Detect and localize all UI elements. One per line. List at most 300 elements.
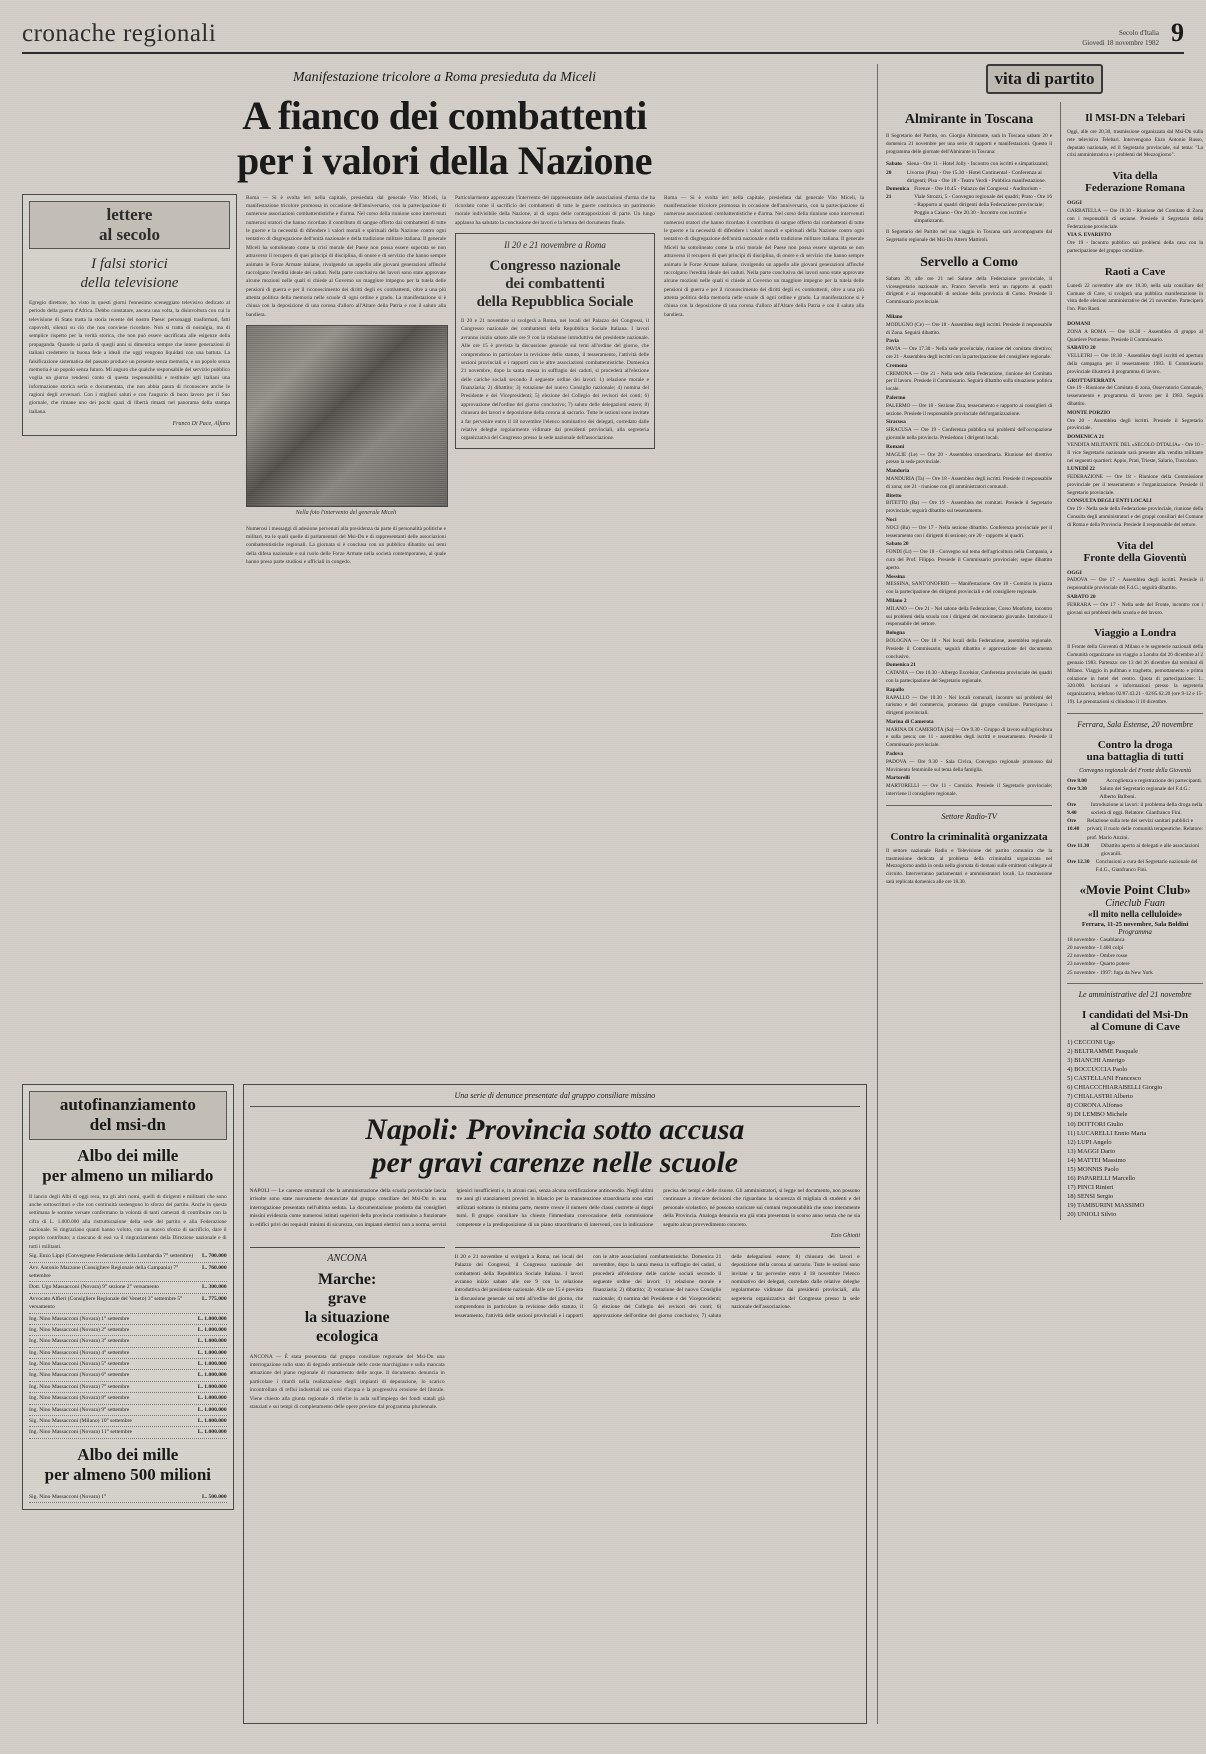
region-name: Domenica 21 [886, 662, 916, 669]
candidati-kicker: Le amministrative del 21 novembre [1078, 989, 1192, 999]
autofin-title-line-2: del msi-dn [89, 1115, 166, 1135]
cineclub-programma-label: Programma [1118, 928, 1152, 937]
masthead-meta [1082, 29, 1159, 48]
headline-line-1: A fianco dei combattenti [242, 93, 647, 138]
lettere-body: Egregio direttore, ho visto in questi giorni l'ennesimo sceneggiato televisivo dedicato al periodo della guerra d'Africa. Debbo constatare, ancora una volta, la disinvoltura con cui la televisione di Stato tratta la storia recente del nostro Paese: personaggi trasformati, fatti capovolti, silenzi su ciò che non conviene ricordare. Non si tratta di nostalgia, ma di semplice rispetto per la verità storica, che non può essere sacrificata alle esigenze della propaganda. Quando si parla di quegli anni si dimentica sempre che intere generazioni di italiani credettero in buona fede a ideali che oggi vengono liquidati con una battuta. La falsificazione sistematica del passato produce un presente senza memoria, e un popolo senza memoria è un popolo senza futuro. Mi auguro che qualche responsabile del servizio pubblico voglia un giorno rendersi conto di questa responsabilità e restituire agli italiani una informazione storica seria e documentata, che non abbia paura di riconoscere anche le ragioni degli avversari. Con i migliori saluti e con l'augurio di buon lavoro per il Suo giornale, che rimane uno dei pochi spazi di libertà rimasti nel panorama della stampa italiana. [29, 299, 230, 415]
donor-name: Ing. Nino Massacconi (Novara) 3° settembre [29, 1338, 130, 1345]
region-text: RAPALLO — Ore 10.30 - Nei locali comunali, incontro sui problemi del turismo e del commercio, promosso dal gruppo consiliare. Partecipano i dirigenti provinciali. [886, 694, 1053, 717]
congresso-box [455, 233, 655, 449]
ancona-article [250, 1247, 445, 1411]
telebari-body: Oggi, alle ore 20,30, trasmissione organizzata dal Msi-Dn sulla rete televisiva Telebari. Intervengono Enzo Antonio Russo, deputato nazionale, ed il Segretario provinciale, sul tema: "La crisi amministrativa e i problemi del Mezzogiorno". [1067, 129, 1203, 159]
list-item [29, 1492, 227, 1503]
ancona-title-line-2: grave [328, 1290, 367, 1308]
region-text: MODUGNO (Ce) — Ore 18 - Assemblea degli iscritti. Presiede il responsabile di Zona. Seguirà dibattito. [886, 321, 1053, 336]
donor-amount: L. 1.000.000 [197, 1429, 227, 1436]
donation-list [29, 1251, 227, 1439]
schedule-time: Ore 11.30 [1067, 842, 1090, 849]
list-item: 18) SENSI Sergio [1067, 1193, 1114, 1201]
fed-romana-line-2: Federazione Romana [1085, 182, 1186, 195]
fronte-list [1067, 569, 1203, 618]
donor-amount: L. 1.000.000 [197, 1338, 227, 1345]
list-item [1067, 377, 1203, 409]
masthead-right [1082, 18, 1184, 48]
list-item: 19) TAMBURINI MASSIMO [1067, 1202, 1145, 1210]
masthead [22, 18, 1184, 54]
list-item: 12) LUPI Angelo [1067, 1138, 1112, 1146]
list-item [886, 661, 1052, 685]
entry-label: DOMENICA 21 [1067, 434, 1105, 441]
list-item [886, 418, 1052, 442]
autofin-head-2-line-2: per almeno 500 milioni [44, 1465, 212, 1485]
donor-name: Ing. Nino Massacconi (Novara) 11° settembre [29, 1429, 132, 1436]
list-item: 7) CHIALASTRI Alberto [1067, 1093, 1133, 1101]
region-name: Messina [886, 573, 905, 580]
list-item: 16) PAPARELLI Marcello [1067, 1175, 1136, 1183]
autofin-box [22, 1084, 234, 1510]
list-item [29, 1314, 227, 1325]
schedule-detail: Saluto del Segretario regionale del F.d.G.: Alberto Balboni. [1099, 785, 1191, 801]
top-columns [22, 194, 867, 1076]
region-text: PALERMO — Ore 18 - Sezione Zisa, tesseramento e rapporto ai consiglieri di sezione. Presiede il responsabile provinciale dell'organizzazione. [886, 402, 1053, 417]
entry-label: MONTE PORZIO [1067, 409, 1111, 416]
region-name: Palermo [886, 395, 906, 402]
list-item [886, 394, 1052, 418]
entry-label: LUNEDÌ 22 [1067, 466, 1095, 473]
list-item: 22 novembre - Ombre rosse [1067, 953, 1128, 960]
region-text: MARTORELLI — Ore 11 - Comizio. Presiede il Segretario provinciale; interviene il consigliere regionale. [886, 783, 1053, 798]
list-item: 10) DOTTORI Giulio [1067, 1120, 1124, 1128]
lettere-subhead-line-1: I falsi storici [91, 256, 168, 273]
region-text: NOCI (Ba) — Ore 17 - Nella sezione dibattito. Conferenza provinciale per il tesseramento con i dirigenti di sezione; ore 20 - rapporto ai quadri. [886, 524, 1053, 539]
cave-body: Lunedì 22 novembre alle ore 18.30, nella sala consiliare del Comune di Cave, si svolgerà una pubblica manifestazione in vista delle elezioni amministrative del 21 novembre. Parteciperà l'on. Pino Raoti. [1067, 282, 1203, 313]
region-text: FONDI (Lt) — Ore 18 - Convegno sul tema dell'agricoltura nella Campania, a cura del Prof. Filippo. Presiede il Commissario provinciale; segue dibattito aperto. [886, 549, 1053, 571]
congresso-body: Il 20 e 21 novembre si svolgerà a Roma, nei locali del Palazzo dei Congressi, il Congresso nazionale dei combattenti della Repubblica Sociale Italiana. I lavori avranno inizio sabato alle ore 9 con la relazione introduttiva del presidente nazionale. Alle ore 15 è prevista la discussione generale sui temi all'ordine del giorno, che comprendono in particolare la revisione dello statuto, il tesseramento, l'attività delle sezioni provinciali e i rapporti con le altre associazioni combattentistiche. Domenica 21 novembre, dopo la santa messa in suffragio dei caduti, si procederà all'elezione delle cariche sociali secondo il seguente ordine dei lavori: 1) relazione morale e finanziaria; 2) dibattito; 3) votazione del nuovo Consiglio nazionale; 4) nomina del Presidente e dei Vicepresidenti; 5) elezione del Collegio dei revisori dei conti; 6) approvazione dell'ordine del giorno conclusivo; 7) saluto delle delegazioni estere; 8) chiusura dei lavori e deposizione della corona al sacrario. Tutte le sezioni sono invitate a far pervenire entro il 18 novembre l'elenco nominativo dei delegati, corredato dalle relative deleghe regolarmente vidimate dai presidenti provinciali, alla segreteria organizzativa del Congresso presso la sede nazionale dell'associazione. [461, 318, 649, 442]
entry-label: DOMANI [1067, 320, 1091, 327]
list-item: 13) MAGGI Dario [1067, 1147, 1116, 1155]
entry-text: FEDERAZIONE — Ore 18 - Riunione della Commissione provinciale per il tesseramento e l'organizzazione. Presiede il Segretario provinciale. [1067, 474, 1203, 496]
ferrara-kicker: Ferrara, Sala Estense, 20 novembre [1077, 719, 1193, 729]
region-name: Martorelli [886, 775, 910, 782]
ancona-kicker: ANCONA [327, 1252, 367, 1264]
region-text: MAGLIE (Le) — Ore 20 - Assemblea straordinaria. Riunione del direttivo presso la sede provinciale. [886, 451, 1053, 466]
table-row [1067, 858, 1203, 874]
donor-amount: L. 1.000.000 [197, 1418, 227, 1425]
fed-romana-line-1: Vita della [1112, 170, 1158, 183]
page-number: 9 [1171, 18, 1184, 47]
ancona-title [250, 1270, 445, 1347]
cave-title: Raoti a Cave [1104, 265, 1166, 278]
list-item [1067, 569, 1203, 593]
list-item [886, 467, 1052, 491]
list-item [886, 597, 1052, 629]
entry-label: CONSULTA DEGLI ENTI LOCALI [1067, 498, 1152, 505]
list-item: 8) CORONA Alfonso [1067, 1102, 1123, 1110]
region-name: Milano [886, 314, 903, 321]
region-text: PAVIA — Ore 17.30 - Nella sede provinciale, riunione del comitato direttivo; ore 21 - Assemblea degli iscritti con la partecipazione del consigliere regionale. [886, 346, 1053, 361]
region-text: MARINA DI CAMEROTA (Sa) — Ore 9.30 - Gruppo di lavoro sull'agricoltura e sulla pesca; ore 11 - assemblea degli iscritti e tesseramento. Presiede il Commissario provinciale. [886, 726, 1053, 749]
issue-date: Giovedì 18 novembre 1982 [1082, 38, 1159, 47]
candidati-title-line-2: al Comune di Cave [1090, 1020, 1180, 1033]
napoli-body: NAPOLI — Le carenze strutturali che la amministrazione della scuola provinciale lascia irrisolte sono state nuovamente denunciate dal gruppo consiliare del Msi-Dn in una interrogazione presentata nell'ultima seduta. La documentazione prodotta dai consiglieri missini evidenzia come numerosi istituti superiori della provincia continuino a funzionare in edifici privi dei requisiti minimi di sicurezza, con impianti elettrici non a norma, servizi igienici insufficienti e, in alcuni casi, senza alcuna certificazione antincendio. Negli ultimi tre anni gli stanziamenti previsti in bilancio per la manutenzione straordinaria sono stati utilizzati soltanto in minima parte, mentre cresce il numero delle classi costrette ai doppi turni. Il gruppo consiliare ha chiesto l'immediata convocazione della commissione competente e la predisposizione di un piano straordinario di interventi, con la indicazione precisa dei tempi e delle risorse. Gli amministratori, si legge nel documento, non possono continuare a rinviare decisioni che riguardano la sicurezza di migliaia di studenti e del personale scolastico, né possono scaricare sui comuni responsabilità che sono interamente della Provincia. Analoga denuncia era già stata presentata lo scorso anno senza che ne sia seguito alcun provvedimento concreto. [249, 1188, 860, 1228]
list-item [1067, 465, 1203, 497]
list-item [29, 1370, 227, 1381]
donor-name: Ing. Nino Massacconi (Novara) 5° settembre [29, 1361, 130, 1368]
servello-intro: Sabato 20, alle ore 21 nel Salone della Federazione provinciale, il vicesegretario nazionale on. Franco Servello terrà un rapporto ai quadri dirigenti e ai responsabili di sezione della provincia di Como. Presiede il Commissario provinciale. [886, 275, 1053, 306]
congresso-title-line-3: della Repubblica Sociale [476, 294, 634, 311]
radiotv-body: Il settore nazionale Radio e Televisione del partito comunica che la trasmissione dedicata al problema della criminalità organizzata nel Mezzogiorno andrà in onda nella giornata di domani sulle emittenti collegate al circuito. Interverranno parlamentari e amministratori locali. La trasmissione sarà replicata domenica alle ore 18.30. [886, 847, 1053, 886]
schedule-detail: Introduzione ai lavori: il problema della droga nella società di oggi. Relatore: Gianfranco Fini. [1090, 802, 1203, 817]
lettere-title [29, 201, 230, 250]
lettere-title-line-1: lettere [106, 204, 153, 224]
list-item: 20 novembre - I 400 colpi [1067, 945, 1124, 952]
autofin-title-line-1: autofinanziamento [59, 1095, 196, 1114]
donor-amount: L. 700.000 [201, 1253, 227, 1260]
lettere-subhead-line-2: della televisione [80, 275, 179, 292]
donor-name: Dott. Ugo Massacconi (Novara) 9° sezione 2° versamento [29, 1284, 159, 1291]
cineclub-venue: Ferrara, 11-25 novembre, Sala Boldini [1081, 921, 1189, 929]
donor-name: Sig. Enzo Lippi (Convegnese Federazione della Lombardia 7° settembre) [29, 1253, 194, 1260]
almirante-note: Il Segretario del Partito nel suo viaggio in Toscana sarà accompagnato dal Segretario regionale del Msi-Dn Attero Mattiroli. [886, 229, 1053, 244]
table-row [1067, 777, 1203, 785]
list-item [886, 443, 1052, 467]
schedule-time: Ore 9.30 [1067, 785, 1087, 792]
donation-list-2 [29, 1492, 227, 1503]
region-text: MANDURIA (Ta) — Ore 18 - Assemblea degli iscritti. Presiede il responsabile di zona; ore 21 - riunione con gli amministratori comunali. [886, 475, 1053, 490]
list-item: 17) PINCI Rinieri [1067, 1184, 1114, 1192]
list-item: 14) MATTEI Massimo [1067, 1156, 1126, 1164]
table-row [886, 185, 1052, 226]
napoli-body-continued: Il 20 e 21 novembre si svolgerà a Roma, nei locali del Palazzo dei Congressi, il Congresso nazionale dei combattenti della Repubblica Sociale Italiana. I lavori avranno inizio sabato alle ore 9 con la relazione introduttiva del presidente nazionale. Alle ore 15 è prevista la discussione generale sui temi all'ordine del giorno, che comprendono in particolare la revisione dello statuto, il tesseramento, l'attività delle sezioni provinciali e i rapporti con le altre associazioni combattentistiche. Domenica 21 novembre, dopo la santa messa in suffragio dei caduti, si procederà all'elezione delle cariche sociali secondo il seguente ordine dei lavori: 1) relazione morale e finanziaria; 2) dibattito; 3) votazione del nuovo Consiglio nazionale; 4) nomina del Presidente e dei Vicepresidenti; 5) elezione del Collegio dei revisori dei conti; 6) approvazione dell'ordine del giorno conclusivo; 7) saluto delle delegazioni estere; 8) chiusura dei lavori e deposizione della corona al sacrario. Tutte le sezioni sono invitate a far pervenire entro il 18 novembre l'elenco nominativo dei delegati, corredato dalle relative deleghe regolarmente vidimate dai presidenti provinciali, alla segreteria organizzativa del Congresso presso la sede nazionale dell'associazione. [455, 1247, 860, 1411]
donor-name: Ing. Nino Massacconi (Novara) 6° settembre [29, 1372, 130, 1379]
donor-amount: L. 775.000 [201, 1295, 227, 1302]
donor-amount: L. 1.000.000 [197, 1315, 227, 1322]
londra-body: Il Fronte della Gioventù di Milano e le segreterie nazionali della Comunità organizzano un viaggio a Londra dal 26 dicembre al 2 gennaio 1983. Partenza: ore 13 del 26 dicembre dal terminal di Milano. Viaggio in pullman e traghetto, pernottamento e prima colazione in hotel del centro. Quota di partecipazione: L. 320.000. Iscrizioni e informazioni presso la segreteria organizzativa, telefono 02/87.43.21 - 02/85.62.20 (ore 9-12 e 15-19). Le prenotazioni si chiudono il 10 dicembre. [1067, 644, 1203, 706]
almirante-intro: Il Segretario del Partito, on. Giorgio Almirante, sarà in Toscana sabato 20 e domenica 21 novembre per una serie di rapporti e manifestazioni. Questo il programma delle giornate dell'Almirante in Toscana: [886, 133, 1053, 155]
column-lead-1 [246, 194, 446, 1076]
ferrara-schedule [1067, 777, 1203, 874]
region-name: Manduria [886, 468, 910, 475]
lettere-title-line-2: al secolo [99, 224, 160, 244]
region-name: Siracusa [886, 419, 906, 426]
donor-amount: L. 1.000.000 [197, 1349, 227, 1356]
lead-body-4: Roma — Si è svolta ieri nella capitale, presieduta dal generale Vito Miceli, la manifestazione tricolore promossa in occasione dell'anniversario, con la partecipazione di numerose associazioni combattentistiche e d'arma. Nel corso della riunione sono intervenuti numerosi oratori che hanno ricordato il contributo di sangue offerto dai combattenti di tutte le guerre e la necessità di difendere i valori morali e spirituali della Nazione contro ogni tentativo di disgregazione dell'unità nazionale e della tradizione militare italiana. Il generale Miceli ha sottolineato come la crisi morale del Paese non possa essere superata se non attraverso il recupero di quei principi di disciplina, di onore e di servizio che hanno sempre animato le Forze Armate italiane, rivolgendo un appello alle giovani generazioni affinché raccolgano l'eredità ideale dei caduti. Nella parte conclusiva dei lavori sono state approvate alcune mozioni nelle quali si chiede al Governo un maggiore impegno per la tutela delle pensioni di guerra e per il riconoscimento dei diritti degli ex combattenti, oltre a una più attenta politica della memoria nelle scuole di ogni ordine e grado. La manifestazione si è chiusa con la deposizione di una corona d'alloro all'Altare della Patria e con il saluto alla bandiera. [664, 194, 864, 318]
list-item: 6) CHIACCCHIARABELLI Giorgio [1067, 1084, 1163, 1092]
schedule-detail: Firenze - Ore 10.45 - Palazzo dei Congressi - Auditorium - Viale Strozzi, 5 - Convegno regionale dei quadri; Prato - Ore 16 - Rapporto ai quadri dirigenti della Federazione provinciale; Poggio a Caiano - Ore 20.30 - Incontro con iscritti e simpatizzanti. [914, 185, 1053, 225]
list-item [1067, 497, 1203, 529]
region-name: Bitetto [886, 492, 902, 499]
entry-text: Ore 19 - Riunione del Comitato di zona, Osservatorio Comunale, tesseramento e programma di lavoro per il 1983. Seguirà dibattito. [1067, 385, 1203, 407]
left-zone [22, 64, 867, 1724]
servello-title: Servello a Como [920, 254, 1019, 270]
schedule-detail: Conclusioni a cura del Segretario nazionale del F.d.G., Gianfranco Fini. [1095, 858, 1198, 874]
list-item: 18 novembre - Casablanca [1067, 937, 1125, 944]
list-item [1067, 409, 1203, 433]
list-item [29, 1263, 227, 1283]
donor-name: Ing. Nino Massacconi (Novara) 8° settembre [29, 1395, 130, 1402]
napoli-kicker: Una serie di denunce presentate dal gruppo consiliare missino [454, 1091, 656, 1100]
list-item [886, 774, 1052, 798]
schedule-detail: Relazione sulla rete dei servizi sanitari pubblici e privati; il ruolo delle comunità terapeutiche. Relatore: prof. Mario Anzini. [1086, 818, 1203, 841]
list-item [29, 1336, 227, 1347]
cineclub-program-list [1067, 936, 1203, 977]
table-row [886, 160, 1052, 184]
cineclub-subtitle-2: «Il mito nella celluloide» [1087, 909, 1183, 920]
schedule-time: Ore 8.00 [1067, 777, 1087, 784]
list-item: 25 novembre - 1997: fuga da New York [1067, 969, 1153, 976]
paper-name: Secolo d'Italia [1119, 29, 1159, 38]
donor-name: Ing. Nino Massacconi (Novara) 2° settembre [29, 1326, 130, 1333]
entry-label: OGGI [1067, 569, 1082, 576]
fed-romana-list [1067, 199, 1203, 256]
autofin-head-1 [29, 1146, 227, 1187]
entry-text: VENDITA MILITANTE DEL «SECOLO D'ITALIA» - Ore 10 - Il vice Segretario nazionale sarà presente alla vendita militante nei seguenti quartieri: Appio, Prati, Trieste, Salario, Tuscolano. [1067, 441, 1203, 464]
donor-name: Avv. Antonio Mazzone (Consigliere Regionale della Campania) 7° settembre [29, 1264, 179, 1279]
entry-label: SABATO 20 [1067, 594, 1096, 601]
region-text: MILANO — Ore 21 - Nel salone della Federazione, Corso Monforte, incontro sui problemi della scuola con i dirigenti del movimento giovanile. Introduce il responsabile del settore. [886, 605, 1053, 628]
region-text: BOLOGNA — Ore 18 - Nei locali della Federazione, assemblea regionale. Presiede il Commissario; seguirà dibattito e approvazione del documento conclusivo. [886, 637, 1053, 660]
list-item [886, 629, 1052, 661]
list-item [29, 1382, 227, 1393]
region-name: Padova [886, 751, 904, 758]
ancona-body: ANCONA — È stata presentata dal gruppo consiliare regionale del Msi-Dn una interrogazione sullo stato di degrado ambientale delle coste marchigiane e sulla mancata attuazione del piano regionale di risanamento delle acque. Il documento denuncia in particolare i ritardi nella realizzazione degli impianti di depurazione, lo scarico incontrollato di reflui industriali nei corsi d'acqua e la progressiva erosione del litorale. Viene chiesto alla giunta regionale di riferire in aula sull'impiego dei fondi statali già stanziati e sui tempi di completamento delle opere previste dal programma pluriennale. [249, 1353, 445, 1410]
donor-amount: L. 500.000 [201, 1493, 227, 1500]
entry-label: GROTTAFERRATA [1067, 377, 1116, 384]
region-text: CATANIA — Ore 10.30 - Albergo Excelsior, Conferenza provinciale dei quadri con la partecipazione del Segretario regionale. [886, 670, 1053, 684]
ferrara-title [1067, 739, 1203, 763]
list-item [29, 1393, 227, 1404]
autofinanziamento-panel [22, 1084, 234, 1724]
photo-caption: Nella foto l'intervento del generale Miceli [295, 510, 397, 517]
autofin-head-1-line-1: Albo dei mille [77, 1145, 179, 1165]
region-text: SIRACUSA — Ore 19 - Conferenza pubblica sui problemi dell'occupazione giovanile nella provincia. Presiedono i dirigenti locali. [886, 427, 1053, 441]
list-item: 15) MONNIS Paolo [1067, 1166, 1119, 1173]
entry-text: VELLETRI — Ore 18.30 - Assemblea degli iscritti ed apertura della campagna per il tesseramento 1983. Il Commissario provinciale illustrerà il programma di lavoro. [1067, 353, 1203, 375]
lead-body-3: Particolarmente apprezzato l'intervento del rappresentante delle associazioni d'arma che ha ricordato come il sacrificio dei combattenti di tutte le guerre costituisca un patrimonio morale indivisibile della Nazione, al di sopra delle contrapposizioni di parte. Un lungo applauso ha salutato la conclusione dei lavori e la lettura del documento finale. [455, 194, 655, 226]
list-item: 2) BELTRAMME Pasquale [1067, 1047, 1138, 1055]
list-item [29, 1359, 227, 1370]
napoli-article [243, 1084, 867, 1724]
list-item [886, 686, 1052, 718]
column-lead-2 [455, 194, 655, 1076]
donor-name: Ing. Nino Massacconi (Novara) 7° settembre [29, 1383, 130, 1390]
page-title [22, 94, 867, 184]
list-item [29, 1405, 227, 1416]
list-item [1067, 344, 1203, 376]
table-row [1067, 785, 1203, 801]
region-text: MESSINA, SANT'ONOFRIO — Manifestazione. Ore 18 - Comizio in piazza con la partecipazione dei dirigenti provinciali e del consigliere regionale. [886, 581, 1053, 596]
table-row [1067, 817, 1203, 841]
candidate-list [1067, 1038, 1203, 1220]
list-item [886, 516, 1052, 540]
almirante-schedule [886, 160, 1052, 225]
list-item [29, 1282, 227, 1293]
section-title: cronache regionali [22, 20, 217, 47]
autofin-title [29, 1091, 227, 1140]
autofin-intro: Il lancio degli Albi di oggi reca, tra gli altri nomi, quelli di dirigenti e militanti che sono anche sottoscrittori e che con continuità sostengono lo sforzo del partito. Anche in questa settimana le somme versate confermano la volontà di tanti camerati di contribuire con la cifra di L. 1.000.000 alla ristrutturazione della sede del partito e alla Federazione nazionale. Si ringraziano quanti hanno voluto, con un nuovo sforzo di sacrificio, dare il proprio contributo; a ciascuno di essi va il ringraziamento della Direzione nazionale e di tutti i militanti. [29, 1193, 227, 1250]
table-row [1067, 842, 1203, 858]
federazione-romana-title [1067, 170, 1203, 194]
schedule-time: Ore 9.40 [1067, 802, 1077, 817]
schedule-detail: Dibattito aperto ai delegati e alle associazioni giovanili. [1101, 842, 1200, 857]
vdp-badge-wrap [886, 64, 1203, 102]
lower-block [22, 1084, 867, 1724]
column-lead-3 [664, 194, 864, 1076]
candidati-title [1067, 1009, 1203, 1033]
napoli-title-line-1: Napoli: Provincia sotto accusa [365, 1113, 745, 1146]
schedule-day: Sabato 20 [886, 161, 902, 176]
schedule-time: Ore 10.40 [1067, 818, 1080, 833]
donor-amount: L. 300.000 [201, 1284, 227, 1291]
region-name: Pavia [886, 338, 899, 345]
napoli-title [250, 1113, 860, 1179]
entry-text: FERRARA — Ore 17 - Nella sede del Fronte, incontro con i giovani sui problemi della scuola e del lavoro. [1067, 601, 1203, 616]
list-item: 3) BIANCHI Amerigo [1067, 1056, 1125, 1064]
regioni-list [886, 313, 1052, 799]
region-name: Cremona [886, 362, 908, 369]
list-item [886, 750, 1052, 774]
congresso-title [461, 257, 649, 311]
donor-amount: L. 1.000.000 [197, 1372, 227, 1379]
ancona-title-line-1: Marche: [317, 1270, 377, 1288]
list-item [886, 718, 1052, 750]
list-item [29, 1294, 227, 1314]
donor-name: Sig. Nino Massacconi (Milano) 10° settembre [29, 1418, 132, 1425]
list-item [886, 337, 1052, 361]
donor-amount: L. 1.000.000 [197, 1383, 227, 1390]
lead-body-2: Numerosi i messaggi di adesione pervenuti alla presidenza da parte di personalità politiche e militari, tra le quali quelle di parlamentari del Msi-Dn e di rappresentanti delle associazioni combattentistiche regionali. La giornata si è conclusa con un pubblico dibattito sui temi della difesa nazionale e sul ruolo delle Forze Armate nella società contemporanea, al quale hanno preso parte studiosi e ufficiali in congedo. [246, 525, 446, 566]
autofin-head-1-line-2: per almeno un miliardo [42, 1166, 214, 1186]
list-item: 4) BOCCUCCIA Paolo [1067, 1065, 1128, 1073]
schedule-time: Ore 12.30 [1067, 858, 1090, 865]
list-item [886, 313, 1052, 337]
list-item [1067, 593, 1203, 617]
candidati-title-line-1: I candidati del Msi-Dn [1082, 1008, 1189, 1021]
ancona-title-line-3: la situazione [304, 1309, 390, 1327]
ferrara-title-line-2: una battaglia di tutti [1086, 750, 1184, 763]
ferrara-title-line-1: Contro la droga [1097, 738, 1173, 751]
entry-text: ZONA A ROMA — Ore 18.30 - Assemblea di gruppo al Quartiere Portuense. Presiede il Commissario. [1067, 328, 1203, 343]
table-row [1067, 801, 1203, 817]
donor-amount: L. 1.000.000 [197, 1361, 227, 1368]
appuntamenti-list [1067, 320, 1203, 530]
almirante-title: Almirante in Toscana [904, 112, 1034, 127]
radiotv-kicker: Settore Radio-TV [941, 811, 997, 821]
fronte-line-1: Vita del [1116, 539, 1154, 552]
entry-label: SABATO 20 [1067, 345, 1096, 352]
entry-text: PADOVA — Ore 17 - Assemblea degli iscritti. Presiede il responsabile provinciale del F.d.G.; seguirà dibattito. [1067, 577, 1203, 592]
cineclub-subtitle-1: Cineclub Fuan [1105, 898, 1165, 910]
list-item [1067, 231, 1203, 255]
list-item: 23 novembre - Quarto potere [1067, 961, 1130, 968]
donor-name: Ing. Nino Massacconi (Novara) 4° settembre [29, 1349, 130, 1356]
donor-name: Ing. Nino Massacconi (Novara) 1° settembre [29, 1315, 130, 1322]
telebari-title: Il MSI-DN a Telebari [1085, 112, 1186, 124]
entry-label: OGGI [1067, 200, 1082, 207]
list-item [29, 1251, 227, 1262]
region-name: Rapallo [886, 686, 904, 693]
assembly-photo [246, 325, 448, 507]
entry-text: Ore 19 - Nella sede della Federazione provinciale, riunione della Consulta degli amministratori e dei gruppi consiliari del Comune di Roma e della Provincia. Presiede il responsabile del settore. [1067, 506, 1203, 528]
congresso-title-line-2: dei combattenti [505, 276, 605, 293]
region-text: CREMONA — Ore 21 - Nella sede della Federazione, riunione del Comitato per il lavoro. Presiede il Commissario. Seguirà dibattito sulla situazione politica locale. [886, 370, 1053, 393]
list-item [29, 1427, 227, 1438]
donor-amount: L. 760.000 [201, 1264, 227, 1271]
list-item [886, 540, 1052, 572]
list-item: 5) CASTELLANI Francesco [1067, 1075, 1141, 1083]
napoli-title-line-2: per gravi carenze nelle scuole [371, 1146, 739, 1179]
headline-line-2: per i valori della Nazione [236, 137, 653, 183]
list-item [29, 1348, 227, 1359]
region-name: Milano 2 [886, 597, 907, 604]
ancona-title-line-4: ecologica [316, 1328, 379, 1346]
entry-text: GARBATELLA — Ore 18.30 - Riunione del Comitato di Zona con i responsabili di sezione. Presiede il Segretario della Federazione provinciale. [1067, 207, 1203, 230]
lettere-panel [22, 194, 237, 437]
schedule-detail: Accoglienza e registrazione dei partecipanti. [1106, 777, 1203, 784]
donor-amount: L. 1.000.000 [197, 1395, 227, 1402]
congresso-kicker: Il 20 e 21 novembre a Roma [504, 240, 606, 251]
page-grid [22, 64, 1203, 1724]
donor-name: Sig. Nino Massacconi (Novara) 1° [29, 1493, 107, 1500]
region-name: Noci [886, 516, 897, 523]
donor-amount: L. 1.000.000 [197, 1326, 227, 1333]
region-name: Bologna [886, 630, 905, 637]
list-item [29, 1325, 227, 1336]
fronte-line-2: Fronte della Gioventù [1083, 551, 1187, 564]
vita-di-partito-badge: vita di partito [986, 64, 1102, 94]
donor-amount: L. 1.000.000 [197, 1406, 227, 1413]
schedule-day: Domenica 21 [886, 185, 910, 200]
autofin-head-2-line-1: Albo dei mille [77, 1444, 179, 1464]
donor-name: Ing. Nino Massacconi (Novara) 9° settembre [29, 1406, 130, 1413]
congresso-title-line-1: Congresso nazionale [489, 258, 621, 275]
list-item [886, 573, 1052, 597]
list-item [886, 362, 1052, 394]
list-item [29, 1416, 227, 1427]
lead-body: Roma — Si è svolta ieri nella capitale, presieduta dal generale Vito Miceli, la manifestazione tricolore promossa in occasione dell'anniversario, con la partecipazione di numerose associazioni combattentistiche e d'arma. Nel corso della riunione sono intervenuti numerosi oratori che hanno ricordato il contributo di sangue offerto dai combattenti di tutte le guerre e la necessità di difendere i valori morali e spirituali della Nazione contro ogni tentativo di disgregazione dell'unità nazionale e della tradizione militare italiana. Il generale Miceli ha sottolineato come la crisi morale del Paese non possa essere superata se non attraverso il recupero di quei principi di disciplina, di onore e di servizio che hanno sempre animato le Forze Armate italiane, rivolgendo un appello alle giovani generazioni affinché raccolgano l'eredità ideale dei caduti. Nella parte conclusiva dei lavori sono state approvate alcune mozioni nelle quali si chiede al Governo un maggiore impegno per la tutela delle pensioni di guerra e per il riconoscimento dei diritti degli ex combattenti, oltre a una più attenta politica della memoria nelle scuole di ogni ordine e grado. La manifestazione si è chiusa con la deposizione di una corona d'alloro all'Altare della Patria e con il saluto alla bandiera. [246, 194, 446, 318]
entry-label: VIA S. EVARISTO [1067, 232, 1112, 239]
list-item: 20) UNIOLI Silvio [1067, 1211, 1117, 1219]
entry-text: Ore 20 - Assemblea degli iscritti. Presiede il Segretario provinciale. [1067, 417, 1203, 432]
region-text: BITETTO (Ba) — Ore 19 - Assemblea dei comitati. Presiede il Segretario provinciale; seguirà dibattito sul tesseramento. [886, 500, 1053, 515]
region-name: Sabato 20 [886, 541, 909, 548]
lead-signature: Franco Di Pace, Alfano [172, 421, 230, 428]
region-text: PADOVA — Ore 9.30 - Sala Civica, Convegno regionale promosso dal Movimento femminile sul tema della famiglia. [886, 758, 1053, 773]
ferrara-subtitle: Convegno regionale del Fronte della Gioventù [1079, 767, 1192, 774]
movie-point-club-title: «Movie Point Club» [1079, 882, 1191, 898]
region-name: Romani [886, 443, 905, 450]
donor-name: Avvocato Alfieri (Consigliere Regionale del Veneto) 3° settembre 5° versamento [29, 1295, 183, 1311]
list-item [1067, 320, 1203, 344]
autofin-head-2 [29, 1445, 227, 1486]
list-item: 9) DI LEMBO Michele [1067, 1111, 1128, 1119]
lettere-subhead [29, 255, 230, 293]
londra-title: Viaggio a Londra [1094, 627, 1177, 640]
fronte-gioventu-title [1067, 540, 1203, 564]
list-item: 11) LUCARELLI Ennio Maria [1067, 1129, 1147, 1137]
list-item [886, 492, 1052, 516]
list-item [1067, 199, 1203, 231]
list-item: 1) CECCONI Ugo [1067, 1038, 1115, 1046]
list-item [1067, 433, 1203, 465]
column-lettere [22, 194, 237, 1076]
lead-kicker: Manifestazione tricolore a Roma presieduta da Miceli [292, 70, 597, 85]
napoli-signature: Ezio Ghiotti [830, 1232, 860, 1239]
schedule-detail: Siena - Ore 11 - Hotel Jolly - Incontro con iscritti e simpatizzanti; Livorno (Pisa) - Ore 15.30 - Hotel Continental - Conferenza ai dirigenti; Pisa - Ore 18 - Teatro Verdi - Pubblica manifestazione. [906, 161, 1049, 184]
vita-di-partito-column [877, 64, 1203, 1724]
entry-text: Ore 19 - Incontro pubblico sui problemi della casa con la partecipazione del gruppo consiliare. [1067, 240, 1203, 254]
region-name: Marina di Camerota [886, 718, 934, 725]
radiotv-title: Contro la criminalità organizzata [890, 830, 1048, 843]
